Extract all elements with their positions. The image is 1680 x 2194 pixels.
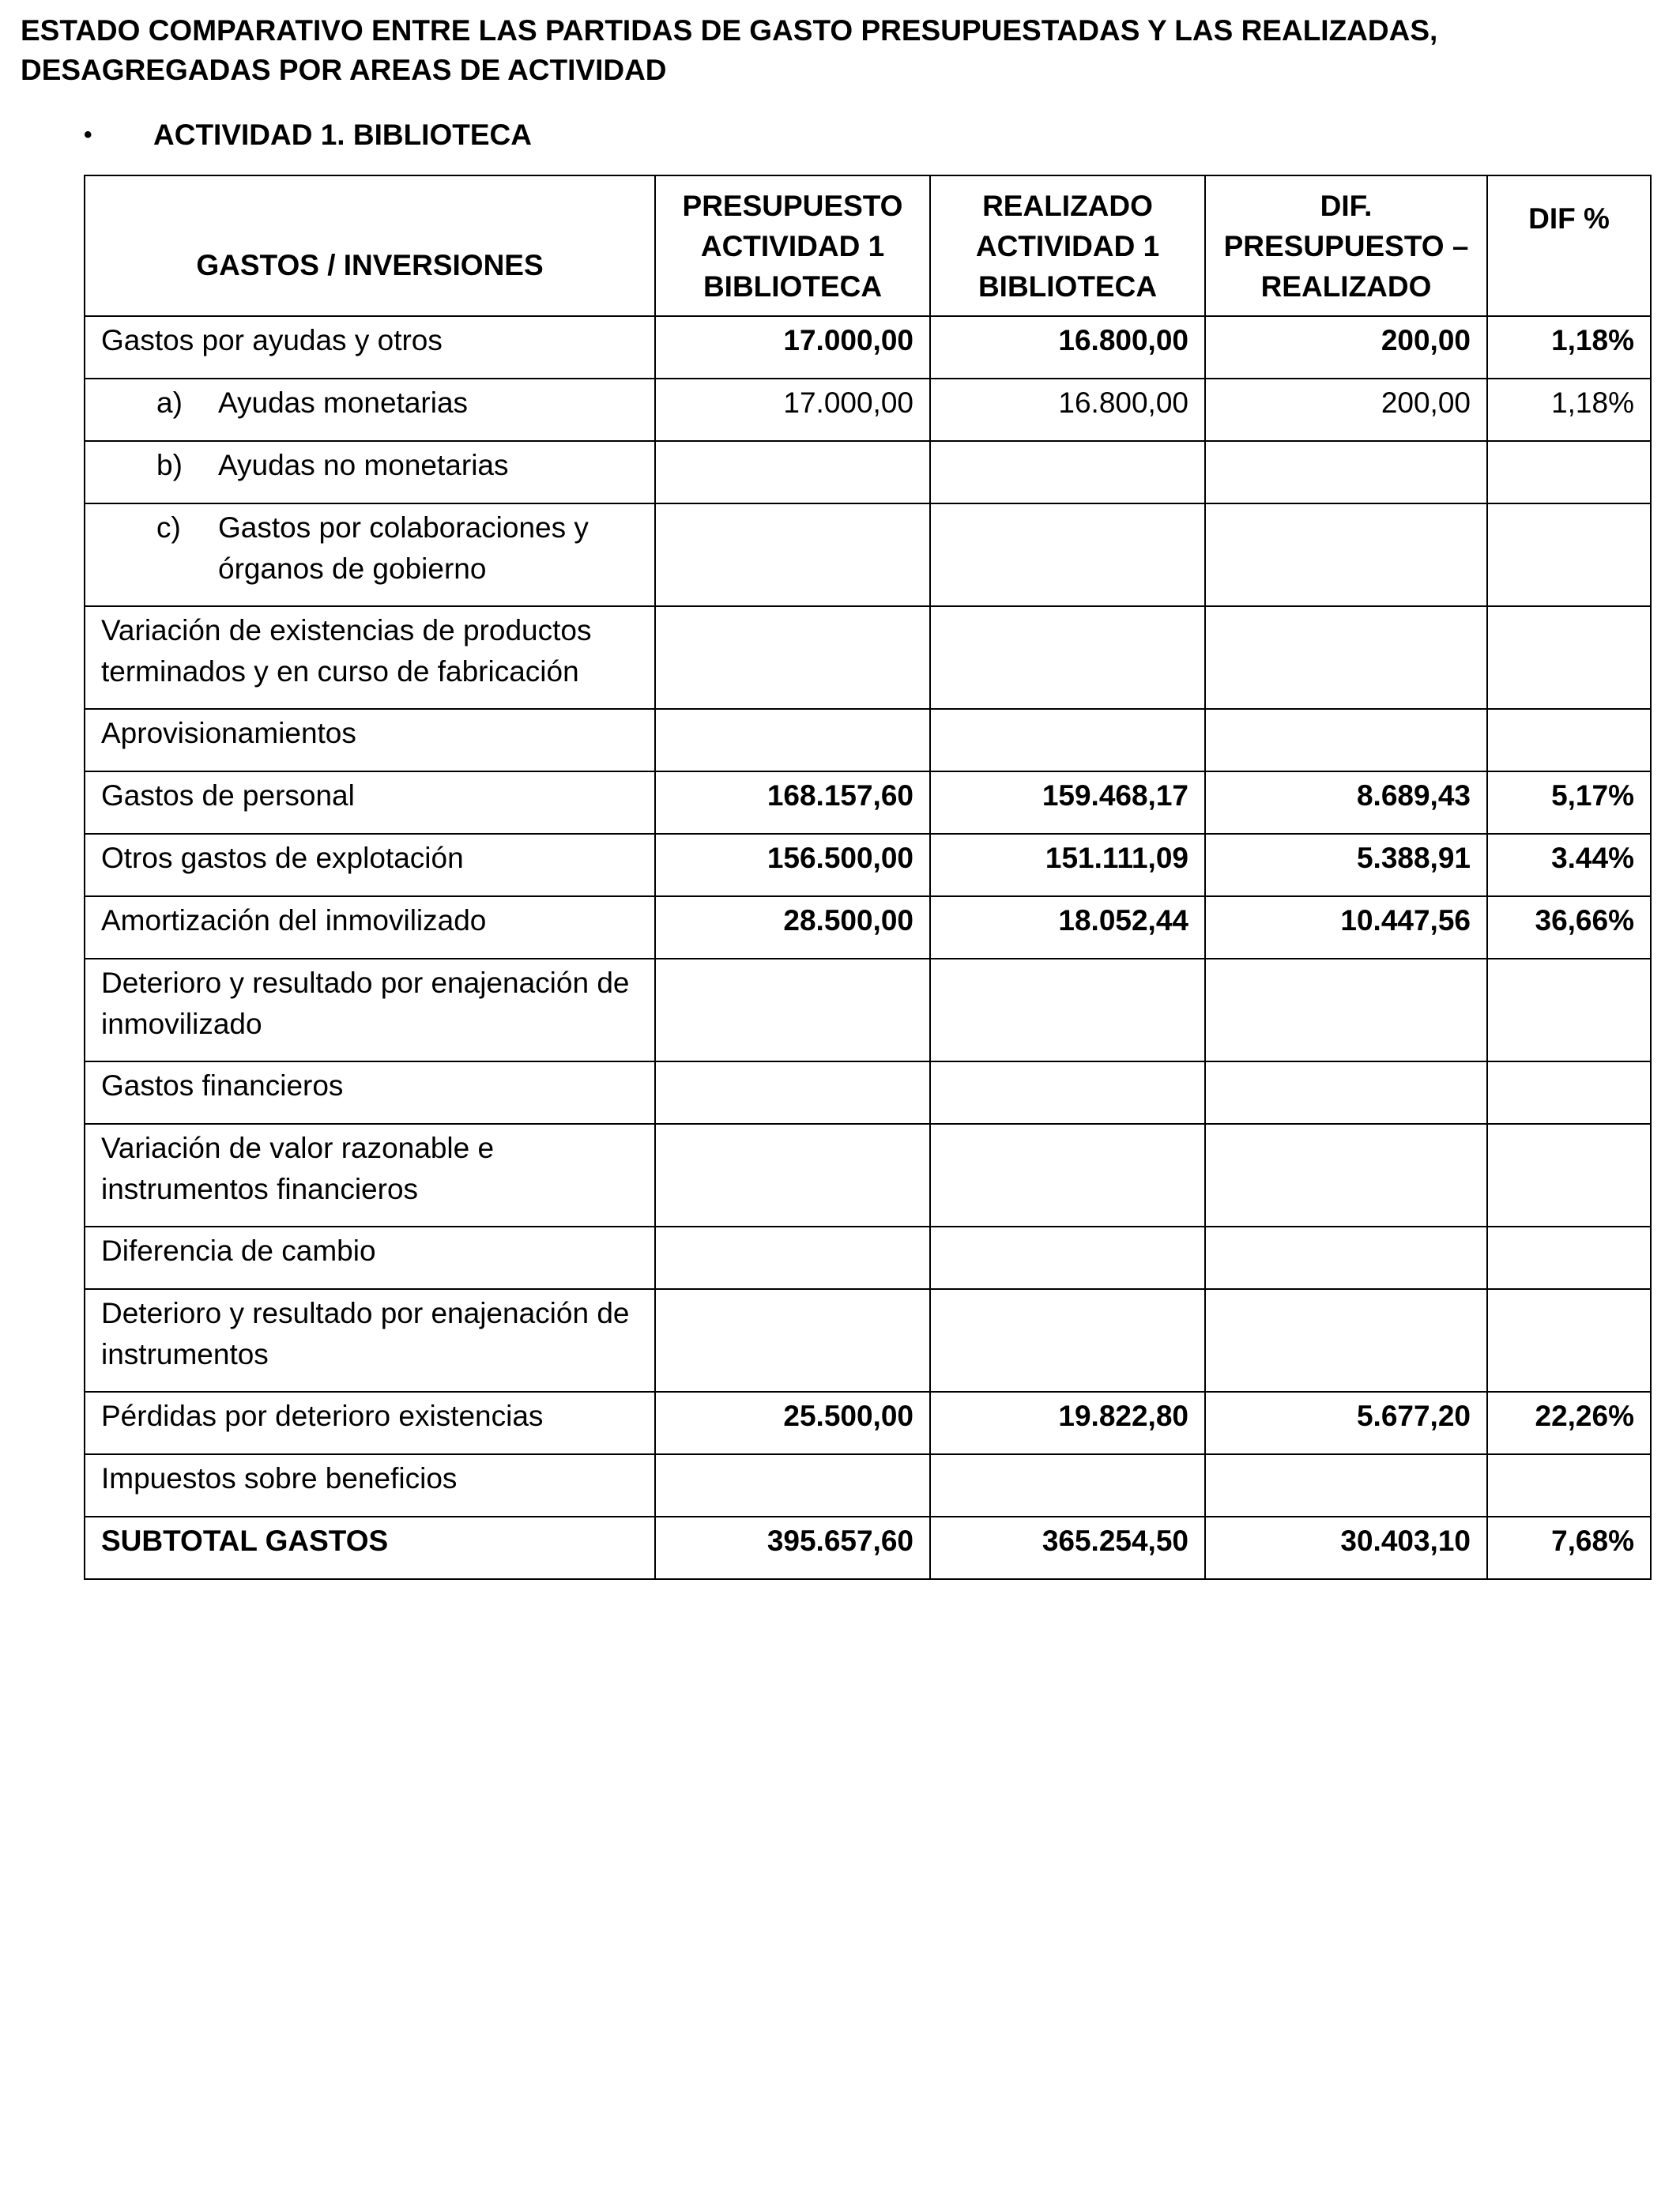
cell-realizado — [930, 441, 1205, 503]
cell-dif-pct — [1487, 1227, 1651, 1289]
cell-realizado: 16.800,00 — [930, 379, 1205, 441]
cell-diferencia — [1205, 1454, 1487, 1517]
cell-diferencia: 30.403,10 — [1205, 1517, 1487, 1579]
cell-realizado — [930, 709, 1205, 771]
table-row — [85, 379, 1651, 441]
cell-diferencia: 10.447,56 — [1205, 896, 1487, 959]
cell-realizado — [930, 1454, 1205, 1517]
cell-presupuesto: 25.500,00 — [655, 1392, 930, 1454]
cell-presupuesto — [655, 441, 930, 503]
cell-presupuesto — [655, 503, 930, 606]
cell-diferencia — [1205, 1289, 1487, 1392]
header-dif-pct: DIF % — [1487, 175, 1651, 316]
list-marker: b) — [156, 449, 183, 481]
table-row — [85, 606, 1651, 709]
row-label-cell — [85, 441, 655, 503]
cell-dif-pct: 1,18% — [1487, 379, 1651, 441]
cell-presupuesto — [655, 709, 930, 771]
row-label: Deterioro y resultado por enajenación de inmovilizado — [85, 959, 655, 1061]
row-label-cell — [85, 379, 655, 441]
cell-dif-pct — [1487, 1061, 1651, 1124]
table-row — [85, 1454, 1651, 1517]
table-row — [85, 834, 1651, 896]
cell-realizado — [930, 959, 1205, 1061]
table-header-row — [85, 175, 1651, 316]
row-label: Gastos por ayudas y otros — [85, 316, 655, 379]
cell-diferencia — [1205, 503, 1487, 606]
table-row — [85, 503, 1651, 606]
section-title: ACTIVIDAD 1. BIBLIOTECA — [153, 119, 532, 151]
cell-dif-pct — [1487, 1454, 1651, 1517]
cell-realizado — [930, 1124, 1205, 1227]
header-gastos-inversiones: GASTOS / INVERSIONES — [85, 175, 655, 316]
table-row — [85, 1227, 1651, 1289]
cell-realizado: 16.800,00 — [930, 316, 1205, 379]
cell-presupuesto: 395.657,60 — [655, 1517, 930, 1579]
cell-diferencia — [1205, 1124, 1487, 1227]
cell-dif-pct: 3.44% — [1487, 834, 1651, 896]
row-label: SUBTOTAL GASTOS — [85, 1517, 655, 1579]
cell-presupuesto — [655, 1124, 930, 1227]
cell-presupuesto — [655, 1227, 930, 1289]
cell-presupuesto: 17.000,00 — [655, 379, 930, 441]
cell-dif-pct — [1487, 503, 1651, 606]
table-row — [85, 1392, 1651, 1454]
row-label: Gastos de personal — [85, 771, 655, 834]
table-row — [85, 316, 1651, 379]
cell-dif-pct — [1487, 1289, 1651, 1392]
cell-dif-pct — [1487, 959, 1651, 1061]
row-label: Ayudas no monetarias — [218, 449, 509, 481]
cell-realizado: 159.468,17 — [930, 771, 1205, 834]
cell-dif-pct — [1487, 606, 1651, 709]
cell-presupuesto: 168.157,60 — [655, 771, 930, 834]
list-marker: a) — [156, 386, 183, 419]
row-label: Variación de existencias de productos terminados y en curso de fabricación — [85, 606, 655, 709]
table-row — [85, 441, 1651, 503]
row-label: Pérdidas por deterioro existencias — [85, 1392, 655, 1454]
cell-presupuesto — [655, 1061, 930, 1124]
cell-dif-pct: 22,26% — [1487, 1392, 1651, 1454]
cell-dif-pct: 5,17% — [1487, 771, 1651, 834]
cell-dif-pct — [1487, 441, 1651, 503]
row-label: Ayudas monetarias — [218, 386, 469, 419]
cell-realizado: 19.822,80 — [930, 1392, 1205, 1454]
cell-diferencia — [1205, 1227, 1487, 1289]
bullet-icon: • — [84, 122, 92, 148]
cell-presupuesto — [655, 1289, 930, 1392]
cell-realizado: 365.254,50 — [930, 1517, 1205, 1579]
cell-realizado — [930, 1227, 1205, 1289]
document-title: ESTADO COMPARATIVO ENTRE LAS PARTIDAS DE GASTO PRESUPUESTADAS Y LAS REALIZADAS, DESAGREGADAS POR AREAS DE ACTIVIDAD — [21, 14, 1438, 86]
cell-dif-pct: 1,18% — [1487, 316, 1651, 379]
cell-dif-pct — [1487, 709, 1651, 771]
cell-presupuesto: 17.000,00 — [655, 316, 930, 379]
table-row — [85, 771, 1651, 834]
cell-dif-pct: 36,66% — [1487, 896, 1651, 959]
table-row — [85, 959, 1651, 1061]
cell-realizado — [930, 503, 1205, 606]
cell-diferencia — [1205, 709, 1487, 771]
cell-realizado: 18.052,44 — [930, 896, 1205, 959]
table-row — [85, 896, 1651, 959]
cell-presupuesto — [655, 1454, 930, 1517]
table-row — [85, 1289, 1651, 1392]
cell-diferencia: 200,00 — [1205, 316, 1487, 379]
header-presupuesto: PRESUPUESTO ACTIVIDAD 1 BIBLIOTECA — [655, 175, 930, 316]
cell-diferencia — [1205, 959, 1487, 1061]
subtotal-row — [85, 1517, 1651, 1579]
cell-dif-pct: 7,68% — [1487, 1517, 1651, 1579]
cell-diferencia — [1205, 606, 1487, 709]
cell-diferencia — [1205, 1061, 1487, 1124]
list-marker: c) — [156, 511, 181, 544]
table-row — [85, 709, 1651, 771]
header-diferencia: DIF. PRESUPUESTO – REALIZADO — [1205, 175, 1487, 316]
cell-diferencia: 8.689,43 — [1205, 771, 1487, 834]
cell-presupuesto — [655, 606, 930, 709]
cell-dif-pct — [1487, 1124, 1651, 1227]
expense-comparison-table — [84, 175, 1652, 1580]
cell-diferencia: 5.677,20 — [1205, 1392, 1487, 1454]
row-label: Otros gastos de explotación — [85, 834, 655, 896]
row-label: Gastos financieros — [85, 1061, 655, 1124]
row-label: Variación de valor razonable e instrumentos financieros — [85, 1124, 655, 1227]
row-label: Deterioro y resultado por enajenación de instrumentos — [85, 1289, 655, 1392]
cell-realizado — [930, 1289, 1205, 1392]
row-label: Impuestos sobre beneficios — [85, 1454, 655, 1517]
section-heading — [84, 115, 532, 155]
cell-realizado — [930, 1061, 1205, 1124]
header-realizado: REALIZADO ACTIVIDAD 1 BIBLIOTECA — [930, 175, 1205, 316]
row-label: Aprovisionamientos — [85, 709, 655, 771]
row-label: Diferencia de cambio — [85, 1227, 655, 1289]
cell-realizado: 151.111,09 — [930, 834, 1205, 896]
row-label: Gastos por colaboraciones y órganos de gobierno — [218, 511, 589, 585]
row-label-cell — [85, 503, 655, 606]
table-row — [85, 1124, 1651, 1227]
cell-realizado — [930, 606, 1205, 709]
cell-presupuesto: 156.500,00 — [655, 834, 930, 896]
cell-diferencia: 200,00 — [1205, 379, 1487, 441]
table-row — [85, 1061, 1651, 1124]
cell-presupuesto — [655, 959, 930, 1061]
cell-presupuesto: 28.500,00 — [655, 896, 930, 959]
cell-diferencia: 5.388,91 — [1205, 834, 1487, 896]
cell-diferencia — [1205, 441, 1487, 503]
row-label: Amortización del inmovilizado — [85, 896, 655, 959]
